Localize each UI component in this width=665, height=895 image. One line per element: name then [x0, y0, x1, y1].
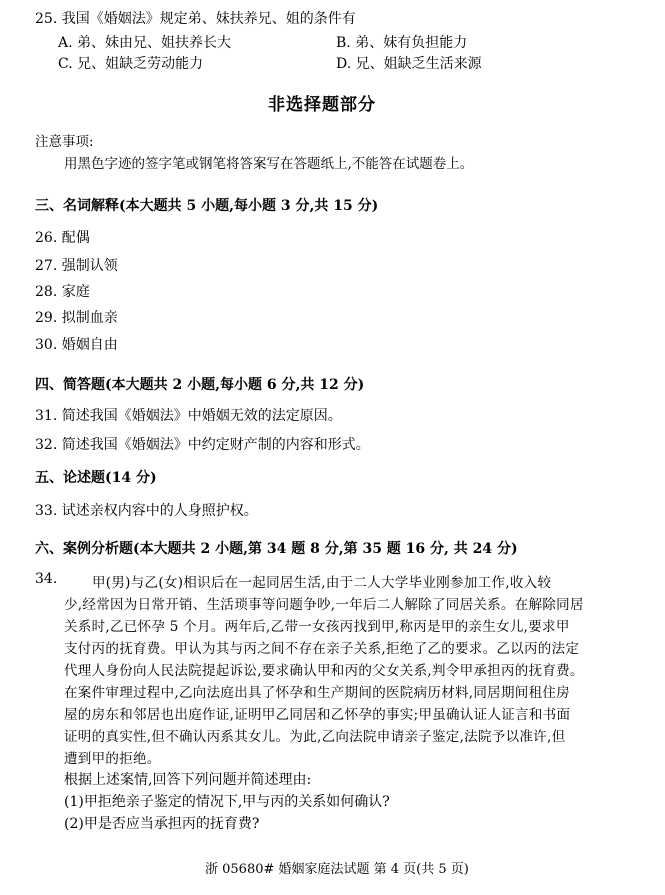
option-b: B. 弟、妹有负担能力 [336, 35, 468, 51]
notice-label: 注意事项: [35, 134, 94, 150]
case-line: 屋的房东和邻居也出庭作证,证明甲乙同居和乙怀孕的事实;甲虽确认证人证言和书面 [64, 707, 571, 723]
option-d: D. 兄、姐缺乏生活来源 [336, 56, 482, 72]
case-question-1: (1)甲拒绝亲子鉴定的情况下,甲与丙的关系如何确认? [64, 794, 390, 810]
case-line: 证明的真实性,但不确认丙系其女儿。为此,乙向法院申请亲子鉴定,法院予以准许,但 [64, 729, 566, 745]
item-30: 30. 婚姻自由 [35, 337, 118, 353]
item-28: 28. 家庭 [35, 284, 90, 300]
option-c: C. 兄、姐缺乏劳动能力 [58, 56, 204, 72]
item-27: 27. 强制认领 [35, 258, 118, 274]
case-line: 遭到甲的拒绝。 [64, 751, 161, 767]
case-question-2: (2)甲是否应当承担丙的抚育费? [64, 816, 260, 832]
case-line: 甲(男)与乙(女)相识后在一起同居生活,由于二人大学毕业刚参加工作,收入较 [92, 575, 552, 591]
part-title: 非选择题部分 [268, 95, 376, 115]
question-25-stem: 25. 我国《婚姻法》规定弟、妹扶养兄、姐的条件有 [35, 11, 356, 27]
notice-text: 用黑色字迹的签字笔或钢笔将答案写在答题纸上,不能答在试题卷上。 [64, 156, 474, 172]
section-3-title: 三、名词解释(本大题共 5 小题,每小题 3 分,共 15 分) [35, 198, 379, 214]
case-prompt: 根据上述案情,回答下列问题并简述理由: [64, 772, 312, 788]
item-29: 29. 拟制血亲 [35, 310, 118, 326]
page-footer: 浙 05680# 婚姻家庭法试题 第 4 页(共 5 页) [205, 862, 469, 877]
section-4-title: 四、简答题(本大题共 2 小题,每小题 6 分,共 12 分) [35, 377, 365, 393]
item-34-number: 34. [35, 571, 58, 587]
item-31: 31. 简述我国《婚姻法》中婚姻无效的法定原因。 [35, 408, 342, 424]
item-33: 33. 试述亲权内容中的人身照护权。 [35, 503, 258, 519]
section-5-title: 五、论述题(14 分) [35, 470, 157, 486]
section-6-title: 六、案例分析题(本大题共 2 小题,第 34 题 8 分,第 35 题 16 分, 共 24 分) [35, 541, 518, 557]
case-line: 少,经常因为日常开销、生活琐事等问题争吵,一年后二人解除了同居关系。在解除同居 [64, 597, 584, 613]
case-line: 关系时,乙已怀孕 5 个月。两年后,乙带一女孩丙找到甲,称丙是甲的亲生女儿,要求甲 [64, 619, 570, 635]
item-26: 26. 配偶 [35, 230, 90, 246]
case-line: 在案件审理过程中,乙向法庭出具了怀孕和生产期间的医院病历材料,同居期间租住房 [64, 685, 570, 701]
option-a: A. 弟、妹由兄、姐扶养长大 [58, 35, 232, 51]
case-line: 代理人身份向人民法院提起诉讼,要求确认甲和丙的父女关系,判令甲承担丙的抚育费。 [64, 663, 584, 679]
item-32: 32. 简述我国《婚姻法》中约定财产制的内容和形式。 [35, 437, 370, 453]
case-line: 支付丙的抚育费。甲认为其与丙之间不存在亲子关系,拒绝了乙的要求。乙以丙的法定 [64, 641, 580, 657]
